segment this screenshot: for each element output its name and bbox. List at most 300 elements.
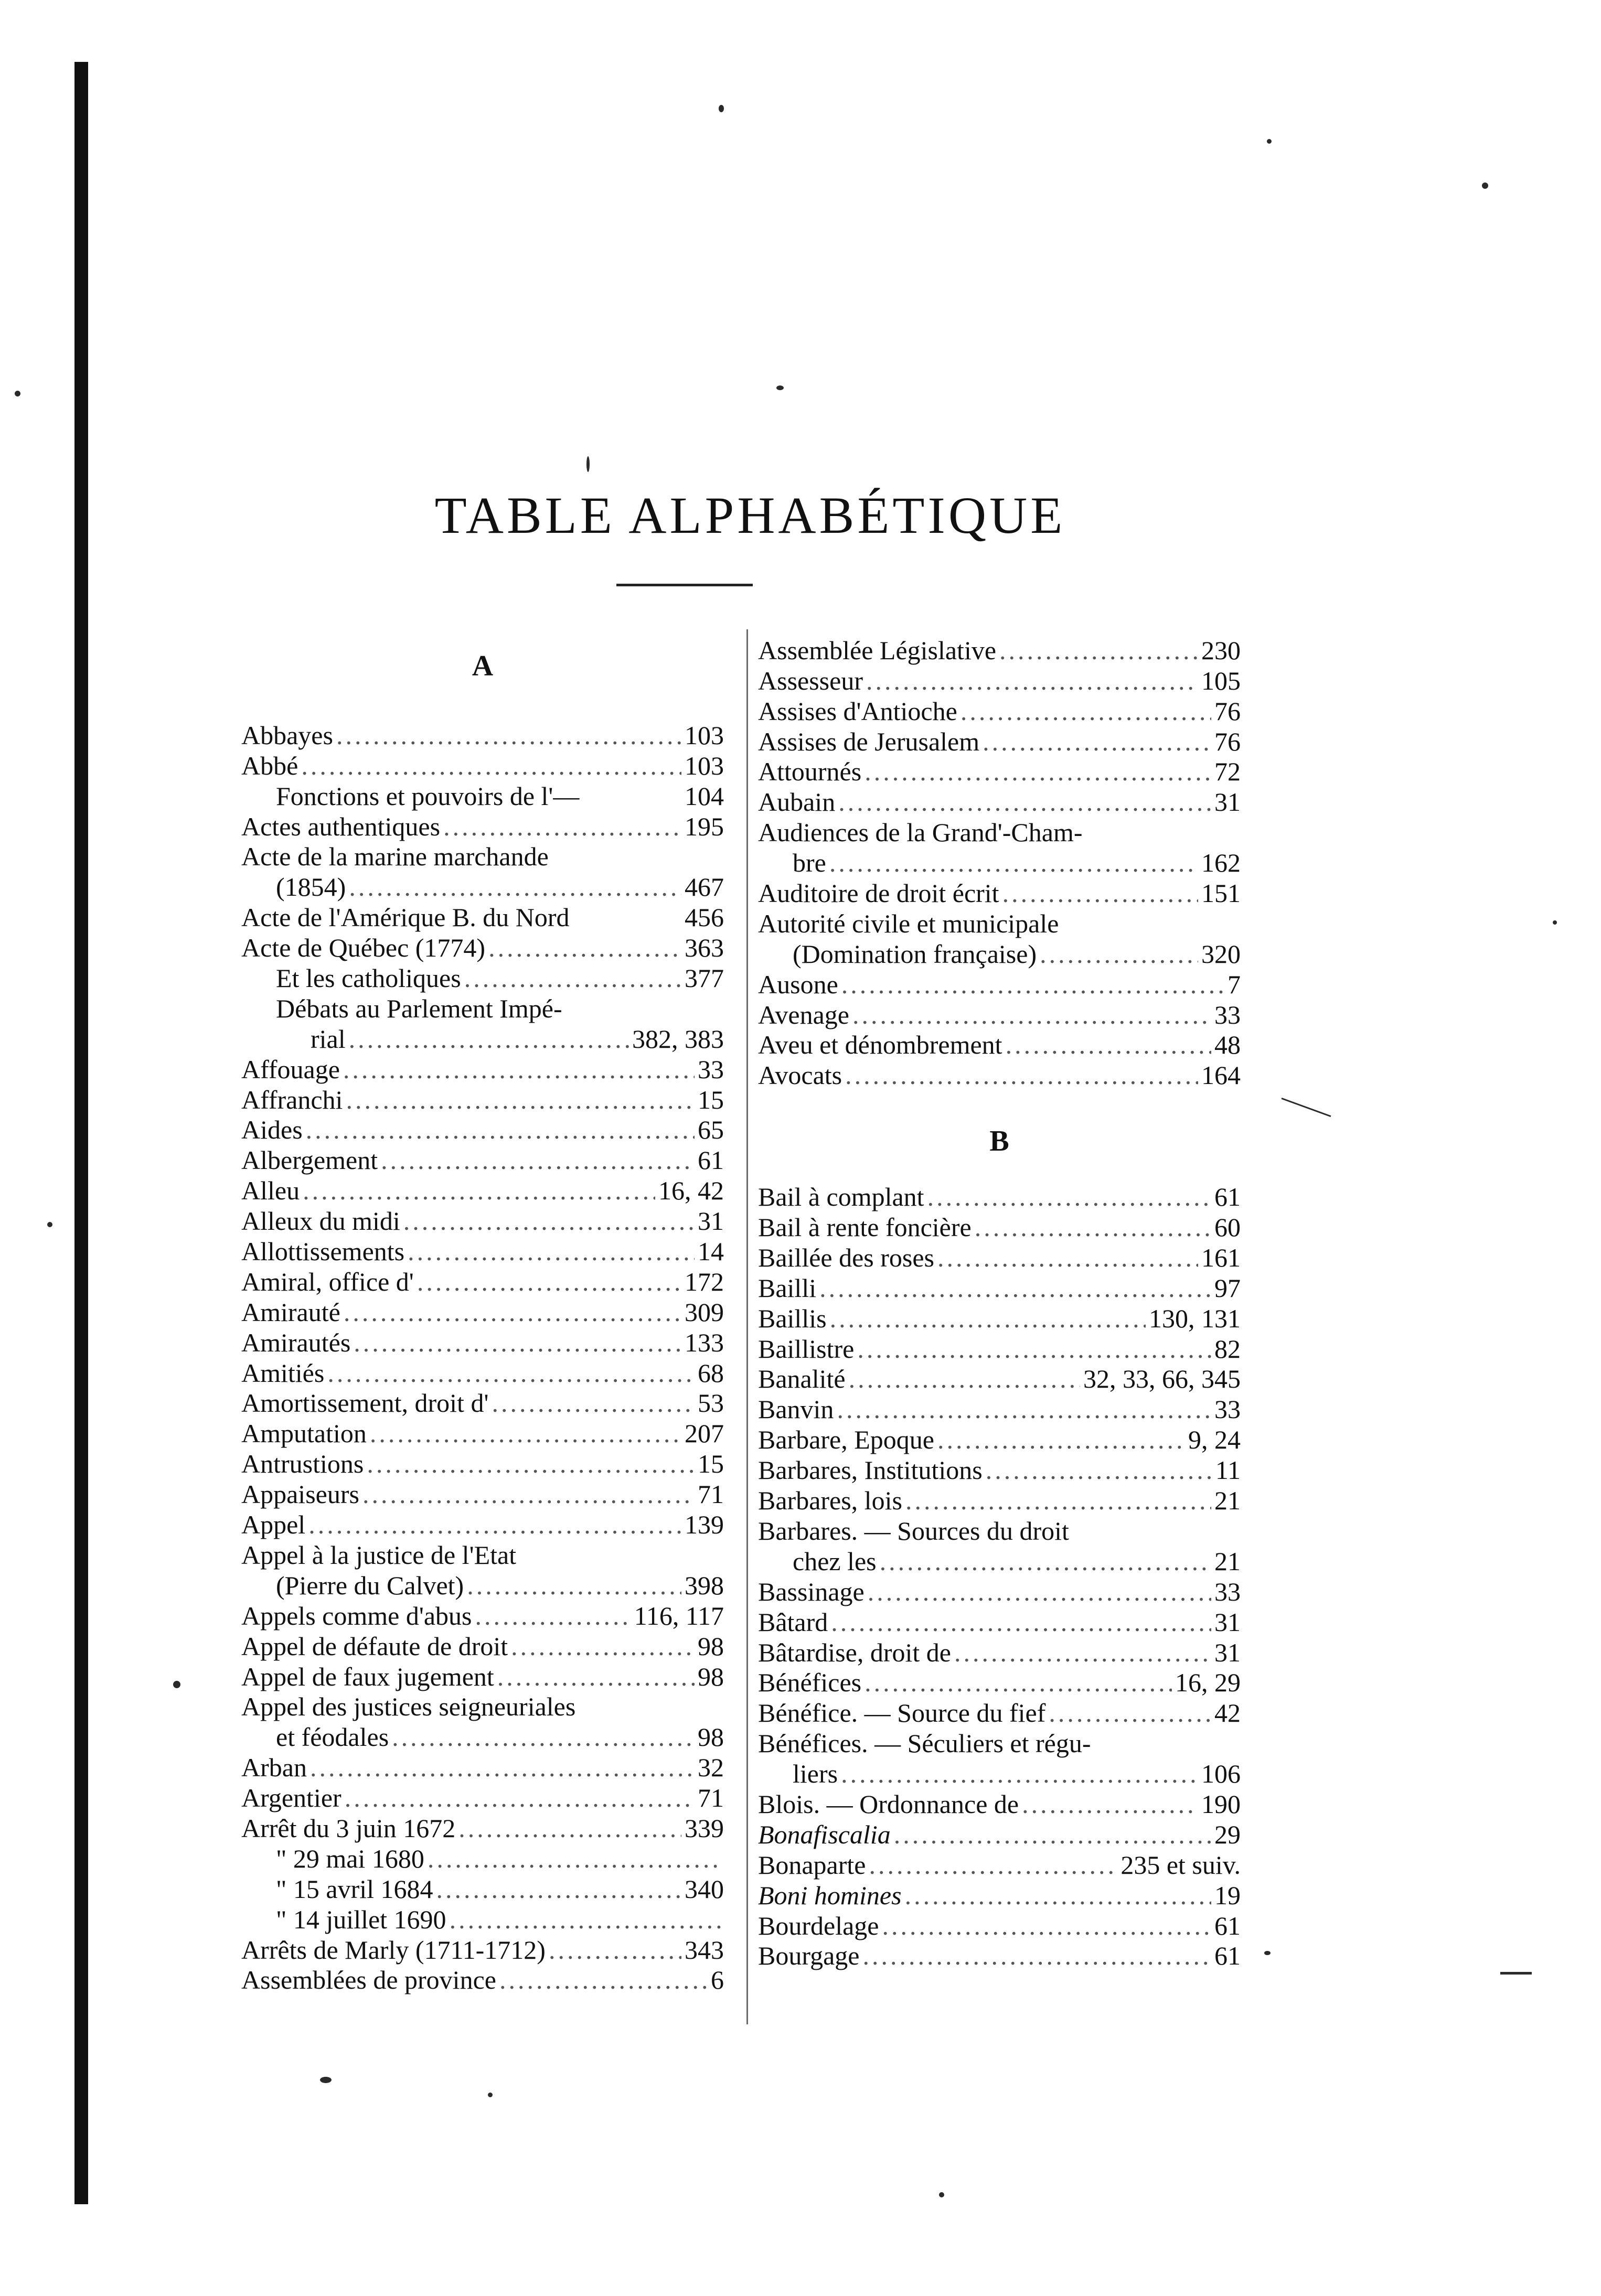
dot-leader bbox=[864, 1668, 1172, 1697]
entry-pages: 29 bbox=[1214, 1819, 1241, 1849]
entry-pages: 31 bbox=[1214, 787, 1241, 817]
index-entry bbox=[758, 1242, 1241, 1272]
speck bbox=[586, 456, 590, 472]
speck bbox=[488, 2093, 493, 2097]
index-entry bbox=[758, 1515, 1241, 1546]
dot-leader bbox=[450, 1905, 721, 1934]
dot-leader bbox=[864, 757, 1211, 786]
entry-term: Bénéfices bbox=[758, 1668, 862, 1698]
index-entry bbox=[241, 902, 724, 932]
entry-term: Bassinage bbox=[758, 1576, 864, 1606]
entry-pages: 31 bbox=[698, 1206, 724, 1236]
entry-term: Avocats bbox=[758, 1060, 842, 1090]
speck bbox=[939, 2192, 944, 2197]
entry-term: Appel des justices seigneuriales bbox=[241, 1692, 576, 1722]
entry-pages: 190 bbox=[1201, 1789, 1241, 1819]
dot-leader bbox=[381, 1145, 695, 1175]
entry-term: Barbares, lois bbox=[758, 1486, 902, 1516]
dot-leader bbox=[346, 1085, 695, 1114]
entry-term: Amortissement, droit d' bbox=[241, 1388, 489, 1418]
dot-leader bbox=[310, 1753, 695, 1782]
index-entry bbox=[241, 1691, 724, 1722]
index-entry bbox=[758, 1788, 1241, 1819]
dot-leader bbox=[488, 933, 681, 962]
entry-term: bre bbox=[793, 848, 826, 878]
index-entry bbox=[758, 908, 1241, 938]
index-entry bbox=[758, 969, 1241, 999]
index-entry bbox=[758, 635, 1241, 665]
dot-leader bbox=[499, 1965, 708, 1994]
entry-term: Assemblées de province bbox=[241, 1965, 496, 1995]
entry-term: Assises de Jerusalem bbox=[758, 726, 980, 756]
index-column-right bbox=[758, 635, 1241, 1970]
index-entry bbox=[758, 695, 1241, 726]
section-spacer bbox=[758, 1090, 1241, 1120]
dot-leader bbox=[308, 1510, 681, 1539]
dot-leader bbox=[403, 1206, 695, 1236]
entry-pages: 161 bbox=[1201, 1242, 1241, 1272]
dot-leader bbox=[954, 1638, 1211, 1667]
entry-pages: 14 bbox=[698, 1237, 724, 1267]
entry-term: et féodales bbox=[276, 1722, 389, 1752]
entry-term: Fonctions et pouvoirs de l'— bbox=[276, 781, 580, 811]
dot-leader bbox=[301, 751, 681, 780]
entry-pages: 53 bbox=[698, 1388, 724, 1418]
entry-pages: 42 bbox=[1214, 1698, 1241, 1728]
dot-leader bbox=[467, 1571, 681, 1600]
entry-pages: 309 bbox=[685, 1297, 724, 1327]
index-entry bbox=[758, 877, 1241, 908]
index-entry bbox=[758, 1485, 1241, 1515]
index-entry bbox=[758, 1211, 1241, 1242]
entry-term: Baillistre bbox=[758, 1334, 855, 1364]
entry-pages: 71 bbox=[698, 1783, 724, 1813]
index-entry bbox=[758, 1880, 1241, 1910]
entry-term: Acte de la marine marchande bbox=[241, 842, 549, 872]
entry-pages: 105 bbox=[1201, 666, 1241, 695]
dot-leader bbox=[831, 1607, 1211, 1637]
entry-pages: 76 bbox=[1214, 696, 1241, 726]
entry-pages: 343 bbox=[685, 1935, 724, 1965]
entry-term: Banvin bbox=[758, 1394, 834, 1424]
index-entry bbox=[241, 841, 724, 872]
index-entry-list bbox=[758, 635, 1241, 1090]
entry-pages: 33 bbox=[1214, 1000, 1241, 1029]
speck bbox=[1500, 1972, 1532, 1975]
entry-term: Appel à la justice de l'Etat bbox=[241, 1540, 517, 1570]
speck bbox=[173, 1681, 180, 1688]
entry-term: Abbayes bbox=[241, 720, 333, 750]
entry-pages: 33 bbox=[1214, 1394, 1241, 1424]
index-entry bbox=[241, 962, 724, 993]
dot-leader bbox=[392, 1722, 695, 1752]
entry-term: Appel de faux jugement bbox=[241, 1661, 494, 1691]
speck bbox=[719, 105, 724, 112]
index-entry bbox=[241, 1327, 724, 1357]
entry-term: Alleu bbox=[241, 1176, 300, 1206]
entry-pages: 172 bbox=[685, 1267, 724, 1296]
index-entry bbox=[758, 1424, 1241, 1454]
entry-term: Avenage bbox=[758, 1000, 849, 1029]
entry-pages: 320 bbox=[1201, 939, 1241, 969]
entry-term: Arban bbox=[241, 1753, 307, 1783]
entry-pages: 31 bbox=[1214, 1607, 1241, 1637]
index-entry bbox=[758, 1546, 1241, 1576]
entry-term: Allottissements bbox=[241, 1237, 405, 1267]
dot-leader bbox=[343, 1055, 695, 1084]
index-entry bbox=[758, 1697, 1241, 1728]
index-entry bbox=[758, 1758, 1241, 1788]
entry-pages: 103 bbox=[685, 750, 724, 780]
entry-term: Argentier bbox=[241, 1783, 341, 1813]
dot-leader bbox=[370, 1419, 681, 1448]
dot-leader bbox=[905, 1881, 1211, 1910]
entry-pages: 97 bbox=[1214, 1273, 1241, 1303]
index-entry bbox=[758, 756, 1241, 787]
index-entry bbox=[241, 993, 724, 1023]
entry-pages: 82 bbox=[1214, 1334, 1241, 1364]
entry-pages: 32, 33, 66, 345 bbox=[1083, 1364, 1241, 1394]
entry-term: Amputation bbox=[241, 1419, 367, 1449]
dot-leader bbox=[983, 727, 1211, 756]
entry-term: Aides bbox=[241, 1115, 303, 1145]
entry-pages: 33 bbox=[1214, 1576, 1241, 1606]
entry-term: Auditoire de droit écrit bbox=[758, 878, 999, 908]
index-entry bbox=[241, 1509, 724, 1539]
entry-term: Abbé bbox=[241, 750, 298, 780]
entry-pages: 21 bbox=[1214, 1546, 1241, 1576]
index-entry bbox=[758, 1303, 1241, 1333]
index-column-left bbox=[241, 635, 724, 1994]
entry-pages: 467 bbox=[685, 872, 724, 902]
index-entry bbox=[758, 1728, 1241, 1758]
entry-term: Audiences de la Grand'-Cham- bbox=[758, 818, 1083, 847]
index-entry bbox=[758, 1849, 1241, 1880]
index-entry bbox=[241, 1965, 724, 1995]
dot-leader bbox=[408, 1237, 695, 1266]
index-entry bbox=[241, 1114, 724, 1145]
dot-leader bbox=[362, 1479, 695, 1509]
entry-term: Baillis bbox=[758, 1303, 827, 1333]
entry-pages: 31 bbox=[1214, 1637, 1241, 1667]
dot-leader bbox=[841, 970, 1224, 999]
dot-leader bbox=[458, 1814, 681, 1843]
dot-leader bbox=[344, 1297, 681, 1327]
index-entry bbox=[758, 817, 1241, 847]
entry-term: Assemblée Législative bbox=[758, 635, 997, 665]
entry-pages: 195 bbox=[685, 811, 724, 841]
entry-pages: 398 bbox=[685, 1570, 724, 1600]
dot-leader bbox=[443, 812, 681, 841]
index-entry bbox=[241, 811, 724, 841]
entry-term: Assises d'Antioche bbox=[758, 696, 957, 726]
entry-pages: 382, 383 bbox=[632, 1024, 724, 1054]
index-entry bbox=[241, 1570, 724, 1600]
entry-term: Arrêts de Marly (1711-1712) bbox=[241, 1935, 546, 1965]
index-entry bbox=[241, 1023, 724, 1054]
entry-term: Acte de Québec (1774) bbox=[241, 933, 486, 963]
index-entry bbox=[241, 1661, 724, 1691]
entry-pages: 61 bbox=[1214, 1941, 1241, 1971]
dot-leader bbox=[905, 1486, 1211, 1515]
entry-term: Débats au Parlement Impé- bbox=[276, 993, 562, 1023]
column-divider bbox=[746, 629, 748, 2024]
entry-pages: 11 bbox=[1215, 1455, 1241, 1485]
index-entry bbox=[758, 999, 1241, 1029]
entry-term: Banalité bbox=[758, 1364, 846, 1394]
entry-pages: 6 bbox=[711, 1965, 724, 1995]
entry-term: Appaiseurs bbox=[241, 1479, 359, 1509]
index-entry bbox=[241, 1205, 724, 1236]
dot-leader bbox=[999, 636, 1198, 665]
entry-term: Et les catholiques bbox=[276, 963, 461, 993]
index-entry bbox=[241, 871, 724, 902]
index-entry bbox=[758, 1454, 1241, 1485]
index-entry bbox=[758, 1667, 1241, 1698]
index-entry bbox=[241, 1388, 724, 1418]
index-entry bbox=[241, 720, 724, 750]
entry-term: Antrustions bbox=[241, 1449, 364, 1479]
speck bbox=[1482, 183, 1488, 189]
entry-term: Affranchi bbox=[241, 1085, 343, 1114]
entry-term: Amirauté bbox=[241, 1297, 340, 1327]
index-entry bbox=[241, 1873, 724, 1904]
entry-pages: 235 et suiv. bbox=[1120, 1850, 1241, 1880]
entry-term: Bonafiscalia bbox=[758, 1819, 891, 1849]
dot-leader bbox=[862, 1941, 1211, 1970]
entry-term: Bénéfices. — Séculiers et régu- bbox=[758, 1729, 1091, 1758]
dot-leader bbox=[436, 1874, 681, 1904]
entry-pages: 19 bbox=[1214, 1880, 1241, 1910]
dot-leader bbox=[1002, 878, 1198, 908]
index-entry bbox=[758, 1364, 1241, 1394]
entry-term: Amiral, office d' bbox=[241, 1267, 414, 1296]
index-entry-list bbox=[758, 1181, 1241, 1970]
dot-leader bbox=[894, 1820, 1211, 1849]
entry-pages: 68 bbox=[698, 1358, 724, 1388]
index-entry bbox=[758, 1576, 1241, 1606]
entry-pages: 116, 117 bbox=[634, 1601, 724, 1630]
entry-term: Aubain bbox=[758, 787, 836, 817]
entry-pages: 164 bbox=[1201, 1060, 1241, 1090]
index-entry bbox=[241, 1721, 724, 1752]
entry-term: (Pierre du Calvet) bbox=[276, 1570, 464, 1600]
dot-leader bbox=[937, 1243, 1198, 1272]
dot-leader bbox=[306, 1115, 695, 1144]
entry-pages: 98 bbox=[698, 1631, 724, 1661]
entry-pages: 61 bbox=[1214, 1182, 1241, 1212]
dot-leader bbox=[464, 963, 681, 993]
entry-pages: 7 bbox=[1228, 969, 1241, 999]
dot-leader bbox=[880, 1547, 1211, 1576]
entry-term: Barbare, Epoque bbox=[758, 1425, 934, 1455]
entry-pages: 98 bbox=[698, 1661, 724, 1691]
speck bbox=[47, 1222, 52, 1227]
entry-pages: 103 bbox=[685, 720, 724, 750]
dot-leader bbox=[841, 1759, 1198, 1788]
entry-term: Assesseur bbox=[758, 666, 863, 695]
index-entry-list bbox=[241, 720, 724, 1994]
entry-term: Bail à complant bbox=[758, 1182, 924, 1212]
entry-pages: 106 bbox=[1201, 1759, 1241, 1789]
index-entry bbox=[241, 780, 724, 811]
entry-pages: 230 bbox=[1201, 635, 1241, 665]
page-title: TABLE ALPHABÉTIQUE bbox=[434, 486, 1066, 544]
entry-pages: 71 bbox=[698, 1479, 724, 1509]
entry-pages: 130, 131 bbox=[1149, 1303, 1241, 1333]
entry-term: (Domination française) bbox=[793, 939, 1037, 969]
entry-term: Barbares, Institutions bbox=[758, 1455, 983, 1485]
entry-pages: 16, 42 bbox=[658, 1176, 724, 1206]
entry-pages: 48 bbox=[1214, 1030, 1241, 1060]
entry-pages: 76 bbox=[1214, 726, 1241, 756]
entry-term: Amirautés bbox=[241, 1327, 351, 1357]
entry-term: Amitiés bbox=[241, 1358, 325, 1388]
entry-term: Bailli bbox=[758, 1273, 817, 1303]
index-entry bbox=[241, 1752, 724, 1782]
entry-pages: 21 bbox=[1214, 1486, 1241, 1516]
entry-pages: 16, 29 bbox=[1175, 1668, 1241, 1698]
dot-leader bbox=[937, 1425, 1185, 1454]
entry-pages: 133 bbox=[685, 1327, 724, 1357]
dot-leader bbox=[838, 787, 1211, 817]
entry-pages: 151 bbox=[1201, 878, 1241, 908]
entry-pages: 162 bbox=[1201, 848, 1241, 878]
entry-term: Bourdelage bbox=[758, 1911, 879, 1940]
entry-pages: 72 bbox=[1214, 757, 1241, 787]
entry-pages: 139 bbox=[685, 1510, 724, 1540]
entry-term: Boni homines bbox=[758, 1880, 902, 1910]
index-entry bbox=[241, 1630, 724, 1661]
entry-pages: 339 bbox=[685, 1813, 724, 1843]
entry-term: Actes authentiques bbox=[241, 811, 441, 841]
speck bbox=[15, 391, 20, 396]
scan-edge-bar bbox=[74, 62, 88, 2204]
index-entry bbox=[241, 1175, 724, 1205]
dot-leader bbox=[960, 696, 1211, 726]
index-entry bbox=[758, 1333, 1241, 1364]
index-entry bbox=[241, 1266, 724, 1296]
dot-leader bbox=[549, 1935, 681, 1965]
section-letter-a: A bbox=[472, 650, 494, 682]
index-entry bbox=[241, 1357, 724, 1388]
index-entry bbox=[241, 1478, 724, 1509]
entry-term: Albergement bbox=[241, 1145, 378, 1175]
speck bbox=[320, 2077, 332, 2083]
index-entry bbox=[758, 665, 1241, 695]
entry-pages: 33 bbox=[698, 1054, 724, 1084]
index-entry bbox=[758, 1059, 1241, 1090]
speck bbox=[1267, 139, 1272, 144]
entry-term: liers bbox=[793, 1759, 838, 1789]
dot-leader bbox=[845, 1060, 1198, 1090]
dot-leader bbox=[492, 1388, 695, 1418]
entry-term: Barbares. — Sources du droit bbox=[758, 1516, 1069, 1546]
entry-term: Autorité civile et municipale bbox=[758, 908, 1059, 938]
dot-leader bbox=[837, 1394, 1211, 1424]
entry-pages: 340 bbox=[685, 1874, 724, 1904]
speck bbox=[776, 385, 784, 390]
entry-term: Aveu et dénombrement bbox=[758, 1030, 1002, 1060]
entry-pages: 15 bbox=[698, 1449, 724, 1479]
index-entry bbox=[758, 1272, 1241, 1303]
entry-pages: 377 bbox=[685, 963, 724, 993]
entry-pages: 61 bbox=[1214, 1911, 1241, 1940]
index-entry bbox=[241, 1236, 724, 1266]
entry-term: Bourgage bbox=[758, 1941, 860, 1971]
dot-leader bbox=[829, 848, 1198, 877]
index-entry bbox=[241, 1054, 724, 1084]
entry-pages: 65 bbox=[698, 1115, 724, 1145]
entry-pages: 207 bbox=[685, 1419, 724, 1449]
entry-term: " 14 juillet 1690 bbox=[276, 1904, 446, 1934]
dot-leader bbox=[349, 1024, 629, 1054]
dot-leader bbox=[1022, 1789, 1198, 1819]
dot-leader bbox=[497, 1662, 695, 1691]
entry-term: Bénéfice. — Source du fief bbox=[758, 1698, 1046, 1728]
entry-term: Bâtard bbox=[758, 1607, 828, 1637]
dot-leader bbox=[354, 1328, 681, 1357]
index-entry bbox=[241, 1084, 724, 1114]
index-entry bbox=[758, 1819, 1241, 1849]
dot-leader bbox=[367, 1449, 695, 1478]
entry-pages: 363 bbox=[685, 933, 724, 963]
dot-leader bbox=[1040, 939, 1198, 969]
entry-term: Bâtardise, droit de bbox=[758, 1637, 951, 1667]
index-entry bbox=[241, 1296, 724, 1327]
dot-leader bbox=[819, 1273, 1211, 1303]
entry-term: Blois. — Ordonnance de bbox=[758, 1789, 1019, 1819]
speck bbox=[1553, 920, 1557, 925]
dot-leader bbox=[345, 1783, 695, 1812]
dot-leader bbox=[830, 1304, 1146, 1333]
index-entry bbox=[758, 1606, 1241, 1637]
index-entry bbox=[241, 1812, 724, 1843]
speck bbox=[1264, 1951, 1271, 1955]
index-entry bbox=[758, 726, 1241, 756]
entry-pages: 104 bbox=[685, 781, 724, 811]
entry-pages: 61 bbox=[698, 1145, 724, 1175]
entry-term: Attournés bbox=[758, 757, 862, 787]
entry-pages: 98 bbox=[698, 1722, 724, 1752]
entry-term: Affouage bbox=[241, 1054, 340, 1084]
dot-leader bbox=[511, 1632, 695, 1661]
section-letter-b: B bbox=[989, 1125, 1009, 1158]
entry-pages: 15 bbox=[698, 1085, 724, 1114]
index-entry bbox=[241, 750, 724, 780]
dot-leader bbox=[975, 1213, 1211, 1242]
entry-term: (1854) bbox=[276, 872, 346, 902]
dot-leader bbox=[475, 1601, 631, 1630]
dot-leader bbox=[868, 1577, 1211, 1606]
index-entry bbox=[241, 932, 724, 962]
entry-term: Ausone bbox=[758, 969, 838, 999]
entry-term: Baillée des roses bbox=[758, 1242, 935, 1272]
index-entry bbox=[241, 1539, 724, 1570]
index-entry bbox=[758, 1940, 1241, 1971]
entry-term: Appel de défaute de droit bbox=[241, 1631, 508, 1661]
index-entry bbox=[241, 1418, 724, 1448]
dot-leader bbox=[327, 1358, 695, 1388]
entry-pages: 32 bbox=[698, 1753, 724, 1783]
index-entry bbox=[758, 847, 1241, 877]
dot-leader bbox=[849, 1364, 1080, 1393]
dot-leader bbox=[303, 1176, 655, 1205]
index-entry bbox=[758, 1393, 1241, 1424]
index-entry bbox=[758, 1637, 1241, 1667]
dot-leader bbox=[349, 872, 681, 902]
entry-term: " 15 avril 1684 bbox=[276, 1874, 433, 1904]
